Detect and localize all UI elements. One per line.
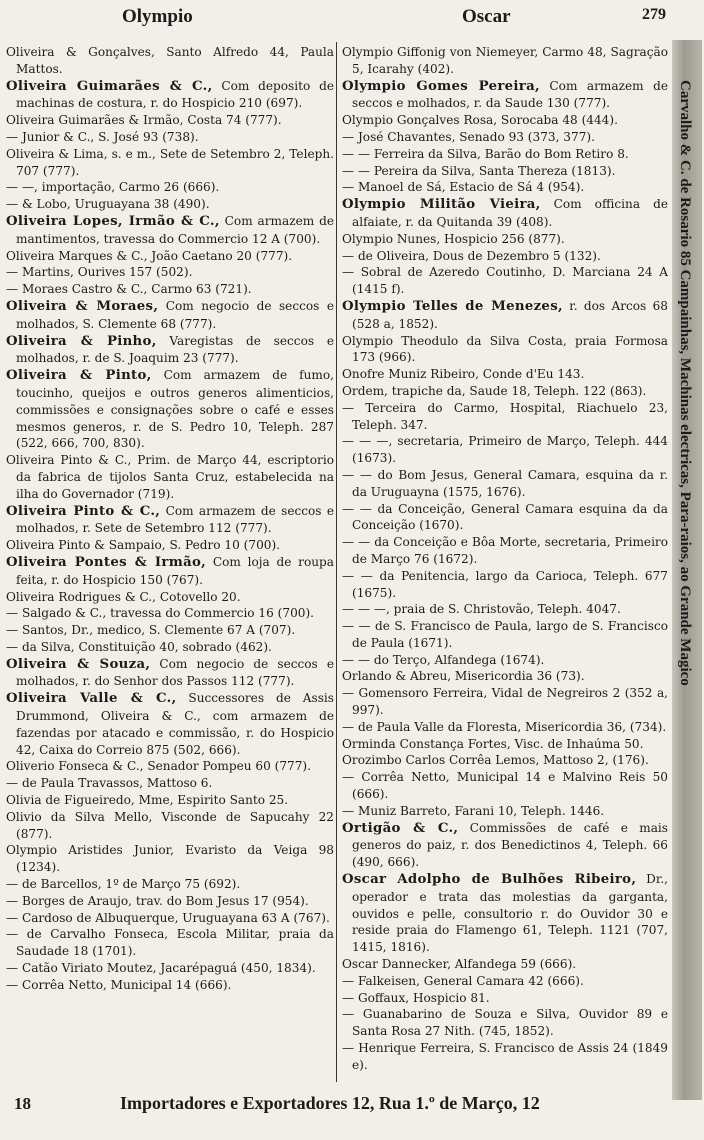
directory-entry — [342, 146, 668, 163]
directory-entry — [342, 383, 668, 400]
entry-text: — —, importação, Carmo 26 (666). — [6, 180, 220, 195]
directory-entry — [342, 568, 668, 602]
entry-text: — Falkeisen, General Camara 42 (666). — [342, 973, 584, 988]
entry-text: Onofre Muniz Ribeiro, Conde d'Eu 143. — [342, 367, 585, 382]
directory-entry — [342, 769, 668, 803]
entry-text: — Goffaux, Hospicio 81. — [342, 990, 490, 1005]
directory-entry — [6, 758, 334, 775]
directory-entry — [342, 534, 668, 568]
entry-firm-name: Oliveira Guimarães & C., — [6, 78, 213, 94]
entry-text: Varegistas de seccos e molhados, r. de S. Joaquim 23 (777). — [16, 333, 334, 366]
entry-text: — Guanabarino de Souza e Silva, Ouvidor 89 e Santa Rosa 27 Nith. (745, 1852). — [342, 1007, 668, 1039]
directory-entry — [6, 690, 334, 758]
entry-firm-name: Olympio Gomes Pereira, — [342, 78, 540, 94]
left-column — [6, 44, 334, 1074]
page-header — [0, 4, 704, 30]
directory-entry — [6, 78, 334, 113]
entry-firm-name: Oliveira & Moraes, — [6, 298, 159, 314]
directory-entry — [342, 668, 668, 685]
right-column — [342, 44, 668, 1074]
entry-text: — — da Conceição, General Camara esquina da da Conceição (1670). — [342, 501, 668, 533]
directory-entry — [342, 264, 668, 298]
entry-text: Com negocio de seccos e molhados, r. do Senhor dos Passos 112 (777). — [16, 656, 334, 689]
entry-text: Olympio Nunes, Hospicio 256 (877). — [342, 231, 565, 246]
directory-entry — [6, 129, 334, 146]
entry-firm-name: Oscar Adolpho de Bulhões Ribeiro, — [342, 872, 637, 888]
entry-text: — Moraes Castro & C., Carmo 63 (721). — [6, 282, 252, 297]
entry-text: Olympio Gonçalves Rosa, Sorocaba 48 (444). — [342, 113, 618, 128]
directory-entry — [6, 333, 334, 368]
entry-text: Dr., operador e trata das molestias da garganta, ouvidos e pelle, consultorio r. do Ouvidor 30 e reside praia do Flamengo 61, Teleph. 1121 (707, 1415, 1816). — [352, 872, 668, 955]
directory-entry — [6, 248, 334, 265]
entry-text: Oliveira Pinto & Sampaio, S. Pedro 10 (700). — [6, 538, 281, 553]
entry-text: Com armazem de mantimentos, travessa do Commercio 12 A (700). — [16, 213, 334, 246]
directory-entry — [342, 719, 668, 736]
directory-entry — [6, 639, 334, 656]
entry-text: — de Paula Valle da Floresta, Misericordia 36, (734). — [342, 719, 667, 734]
entry-text: Orozimbo Carlos Corrêa Lemos, Mattoso 2, (176). — [342, 753, 649, 768]
entry-text: — Catão Viriato Moutez, Jacarépaguá (450, 1834). — [6, 961, 316, 976]
entry-text: — Salgado & C., travessa do Commercio 16 (700). — [6, 606, 315, 621]
footer-advertisement: Importadores e Exportadores 12, Rua 1.º de Março, 12 — [120, 1093, 540, 1113]
directory-entry — [342, 618, 668, 652]
directory-entry — [342, 501, 668, 535]
entry-text: — Cardoso de Albuquerque, Uruguayana 63 A (767). — [6, 910, 330, 925]
directory-entry — [6, 876, 334, 893]
directory-entry — [6, 605, 334, 622]
entry-text: — Muniz Barreto, Farani 10, Teleph. 1446. — [342, 803, 605, 818]
directory-entry — [6, 792, 334, 809]
directory-entry — [342, 1040, 668, 1074]
entry-firm-name: Ortigão & C., — [342, 820, 459, 836]
directory-entry — [342, 752, 668, 769]
directory-entry — [6, 775, 334, 792]
directory-entry — [6, 44, 334, 78]
directory-entry — [6, 842, 334, 876]
directory-entry — [342, 333, 668, 367]
entry-text: Olympio Giffonig von Niemeyer, Carmo 48, Sagração 5, Icarahy (402). — [342, 45, 668, 76]
entry-text: Olympio Theodulo da Silva Costa, praia Formosa 173 (966). — [342, 333, 668, 365]
directory-entry — [342, 820, 668, 871]
entry-text: Olympio Aristides Junior, Evaristo da Veiga 98 (1234). — [6, 843, 334, 875]
directory-entry — [6, 298, 334, 333]
directory-entry — [6, 656, 334, 691]
entry-text: — & Lobo, Uruguayana 38 (490). — [6, 197, 210, 212]
directory-entry — [342, 163, 668, 180]
directory-entry — [6, 622, 334, 639]
directory-entry — [6, 554, 334, 589]
entry-text: Com officina de alfaiate, r. da Quitanda 39 (408). — [352, 197, 668, 229]
directory-entry — [6, 264, 334, 281]
directory-entry — [342, 601, 668, 618]
entry-text: Orlando & Abreu, Misericordia 36 (73). — [342, 669, 585, 684]
entry-text: — da Silva, Constituição 40, sobrado (462). — [6, 639, 272, 654]
entry-text: Com armazem de seccos e molhados, r. da Saude 130 (777). — [352, 78, 668, 111]
entry-text: — — Ferreira da Silva, Barão do Bom Retiro 8. — [342, 146, 629, 161]
entry-text: — Santos, Dr., medico, S. Clemente 67 A (707). — [6, 623, 296, 638]
column-divider — [336, 42, 337, 1082]
directory-entry — [6, 213, 334, 248]
entry-text: r. dos Arcos 68 (528 a, 1852). — [352, 298, 668, 331]
entry-text: Com negocio de seccos e molhados, S. Clemente 68 (777). — [16, 298, 334, 331]
entry-text: — — —, secretaria, Primeiro de Março, Teleph. 444 (1673). — [342, 434, 668, 466]
entry-text: — — de S. Francisco de Paula, largo de S. Francisco de Paula (1671). — [342, 619, 668, 650]
directory-entry — [342, 196, 668, 231]
side-advertisement-text: Carvalho & C. de Rosario 85 Campainhas, Machinas electricas, Para-raios, ao Grande Magico — [677, 80, 693, 686]
entry-text: Oliveira Guimarães & Irmão, Costa 74 (777). — [6, 113, 282, 128]
entry-text: — Corrêa Netto, Municipal 14 (666). — [6, 977, 232, 992]
entry-firm-name: Oliveira Pinto & C., — [6, 503, 161, 519]
directory-entry — [342, 871, 668, 956]
directory-entry — [342, 467, 668, 501]
entry-text: Oliveira & Gonçalves, Santo Alfredo 44, Paula Mattos. — [6, 45, 334, 76]
entry-text: — de Oliveira, Dous de Dezembro 5 (132). — [342, 248, 601, 263]
entry-text: — de Carvalho Fonseca, Escola Militar, praia da Saudade 18 (1701). — [6, 927, 334, 959]
side-advertisement-strip — [672, 40, 702, 1100]
entry-text: — Martins, Ourives 157 (502). — [6, 265, 193, 280]
entry-text: — José Chavantes, Senado 93 (373, 377). — [342, 129, 595, 144]
directory-entry — [342, 803, 668, 820]
directory-entry — [342, 1006, 668, 1040]
header-right-word: Oscar — [462, 6, 511, 27]
entry-text: — — da Conceição e Bôa Morte, secretaria, Primeiro de Março 76 (1672). — [342, 535, 668, 566]
directory-entry — [342, 112, 668, 129]
directory-entry — [342, 400, 668, 434]
entry-text: Olivio da Silva Mello, Visconde de Sapucahy 22 (877). — [6, 809, 334, 841]
directory-entry — [6, 452, 334, 502]
directory-entry — [6, 977, 334, 994]
entry-text: — Manoel de Sá, Estacio de Sá 4 (954). — [342, 180, 585, 195]
directory-entry — [342, 248, 668, 265]
entry-text: Com deposito de machinas de costura, r. do Hospicio 210 (697). — [16, 78, 334, 111]
directory-entry — [6, 910, 334, 927]
entry-firm-name: Olympio Militão Vieira, — [342, 197, 541, 213]
entry-text: Oliveira Pinto & C., Prim. de Março 44, escriptorio da fabrica de tijolos Santa Cruz, estabelecida na ilha do Governador (719). — [6, 453, 334, 501]
entry-text: — — da Penitencia, largo da Carioca, Teleph. 677 (1675). — [342, 568, 668, 600]
entry-text: — Borges de Araujo, trav. do Bom Jesus 17 (954). — [6, 893, 309, 908]
directory-entry — [6, 503, 334, 538]
entry-text: — Corrêa Netto, Municipal 14 e Malvino Reis 50 (666). — [342, 770, 668, 802]
entry-firm-name: Oliveira & Pinto, — [6, 368, 152, 384]
directory-entry — [342, 433, 668, 467]
entry-text: — — do Terço, Alfandega (1674). — [342, 652, 545, 667]
entry-text: — — —, praia de S. Christovão, Teleph. 4047. — [342, 602, 621, 617]
header-page-number: 279 — [642, 6, 666, 23]
entry-text: — Sobral de Azeredo Coutinho, D. Marciana 24 A (1415 f). — [342, 265, 668, 297]
directory-entry — [342, 956, 668, 973]
entry-text: — de Paula Travassos, Mattoso 6. — [6, 776, 213, 791]
entry-text: — Gomensoro Ferreira, Vidal de Negreiros 2 (352 a, 997). — [342, 686, 668, 718]
directory-entry — [6, 146, 334, 180]
directory-entry — [6, 367, 334, 452]
directory-entry — [6, 196, 334, 213]
header-left-word: Olympio — [122, 6, 193, 27]
entry-text: Olivia de Figueiredo, Mme, Espirito Santo 25. — [6, 793, 289, 808]
entry-text: Oliveira Marques & C., João Caetano 20 (777). — [6, 248, 293, 263]
directory-entry — [6, 537, 334, 554]
entry-text: Oliveira & Lima, s. e m., Sete de Setembro 2, Teleph. 707 (777). — [6, 146, 334, 178]
entry-text: — Henrique Ferreira, S. Francisco de Assis 24 (1849 e). — [342, 1041, 668, 1072]
footer-page-number: 18 — [14, 1094, 31, 1113]
directory-entry — [342, 231, 668, 248]
entry-firm-name: Oliveira Valle & C., — [6, 691, 177, 707]
page-footer — [0, 1090, 704, 1120]
entry-text: — — do Bom Jesus, General Camara, esquina da r. da Uruguayna (1575, 1676). — [342, 467, 668, 499]
entry-text: — — Pereira da Silva, Santa Thereza (1813). — [342, 163, 616, 178]
directory-entry — [342, 685, 668, 719]
directory-entry — [342, 366, 668, 383]
directory-entry — [6, 893, 334, 910]
directory-entry — [342, 179, 668, 196]
entry-text: Ordem, trapiche da, Saude 18, Teleph. 122 (863). — [342, 383, 647, 398]
directory-entry — [6, 589, 334, 606]
entry-text: Com loja de roupa feita, r. do Hospicio 150 (767). — [16, 554, 334, 587]
directory-entry — [6, 960, 334, 977]
directory-entry — [342, 652, 668, 669]
directory-entry — [6, 179, 334, 196]
directory-entry — [6, 281, 334, 298]
entry-text: Oliverio Fonseca & C., Senador Pompeu 60 (777). — [6, 759, 311, 774]
entry-text: Com armazem de seccos e molhados, r. Sete de Setembro 112 (777). — [16, 503, 334, 536]
directory-entry — [342, 129, 668, 146]
entry-text: — de Barcellos, 1º de Março 75 (692). — [6, 877, 241, 892]
entry-text: Commissões de café e mais generos do paiz, r. dos Benedictinos 4, Teleph. 66 (490, 666). — [352, 820, 668, 870]
directory-entry — [342, 78, 668, 113]
directory-entry — [342, 736, 668, 753]
entry-text: — Terceira do Carmo, Hospital, Riachuelo 23, Teleph. 347. — [342, 400, 668, 432]
entry-text: Com armazem de fumo, toucinho, queijos e outros generos alimenticios, commissões e consignações sobre o café e esses mesmos generos, r. de S. Pedro 10, Teleph. 287 (522, 666, 700, 830). — [16, 368, 334, 451]
directory-entry — [342, 44, 668, 78]
directory-entry — [6, 926, 334, 960]
directory-entry — [342, 990, 668, 1007]
entry-firm-name: Oliveira Lopes, Irmão & C., — [6, 213, 220, 229]
entry-firm-name: Olympio Telles de Menezes, — [342, 298, 563, 314]
directory-entry — [6, 809, 334, 843]
entry-text: — Junior & C., S. José 93 (738). — [6, 129, 199, 144]
entry-text: Oliveira Rodrigues & C., Cotovello 20. — [6, 589, 241, 604]
entry-text: Orminda Constança Fortes, Visc. de Inhaúma 50. — [342, 736, 644, 751]
directory-entry — [342, 298, 668, 333]
entry-firm-name: Oliveira Pontes & Irmão, — [6, 554, 207, 570]
directory-entry — [342, 973, 668, 990]
entry-firm-name: Oliveira & Pinho, — [6, 333, 157, 349]
entry-text: Successores de Assis Drummond, Oliveira & C., com armazem de fazendas por atacado e commissão, r. do Hospicio 42, Caixa do Correio 875 (502, 666). — [16, 691, 334, 757]
entry-firm-name: Oliveira & Souza, — [6, 656, 151, 672]
directory-entry — [6, 112, 334, 129]
entry-text: Oscar Dannecker, Alfandega 59 (666). — [342, 957, 577, 972]
